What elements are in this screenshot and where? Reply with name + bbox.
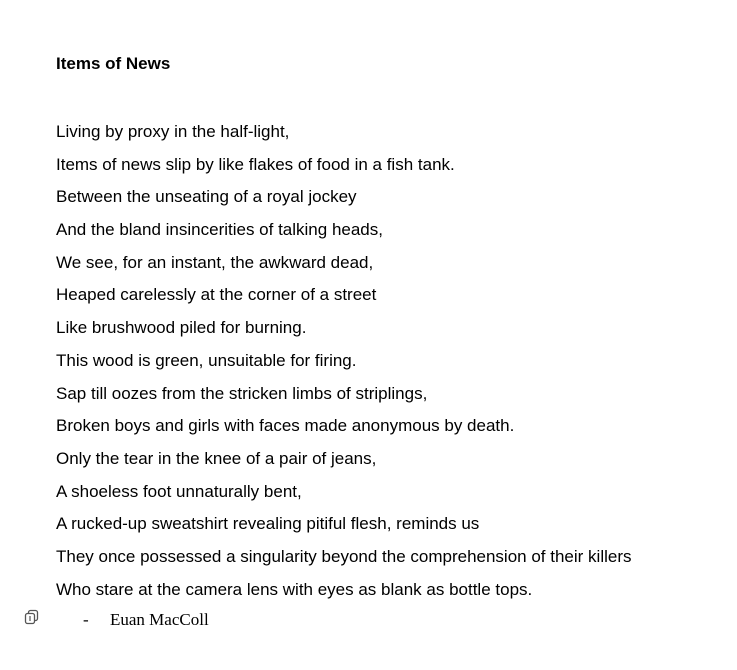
poem-line: We see, for an instant, the awkward dead,	[56, 252, 374, 272]
poem-body	[56, 116, 632, 606]
poem-line: Sap till oozes from the stricken limbs of striplings,	[56, 383, 428, 403]
poem-line: Who stare at the camera lens with eyes as blank as bottle tops.	[56, 579, 533, 599]
poem-line: Like brushwood piled for burning.	[56, 318, 307, 338]
poem-line: Items of news slip by like flakes of food in a fish tank.	[56, 154, 455, 174]
poem-line: This wood is green, unsuitable for firing.	[56, 350, 357, 370]
poem-line: A rucked-up sweatshirt revealing pitiful flesh, reminds us	[56, 514, 480, 534]
poem-line: Heaped carelessly at the corner of a street	[56, 285, 377, 305]
attribution-dash: -	[83, 610, 89, 629]
poem-line: Living by proxy in the half-light,	[56, 122, 290, 141]
author-name: Euan MacColl	[110, 610, 209, 629]
copy-link-icon[interactable]	[23, 609, 41, 625]
poem-line: And the bland insincerities of talking heads,	[56, 220, 383, 240]
poem-line: Between the unseating of a royal jockey	[56, 187, 357, 207]
poem-line: They once possessed a singularity beyond the comprehension of their killers	[56, 546, 632, 566]
poem-line: Only the tear in the knee of a pair of jeans,	[56, 448, 377, 468]
poem-line: A shoeless foot unnaturally bent,	[56, 481, 302, 501]
poem-title: Items of News	[56, 54, 171, 73]
copy-link-icon-graphic	[23, 609, 41, 625]
poem-attribution	[83, 610, 209, 630]
poem-line: Broken boys and girls with faces made anonymous by death.	[56, 416, 515, 436]
